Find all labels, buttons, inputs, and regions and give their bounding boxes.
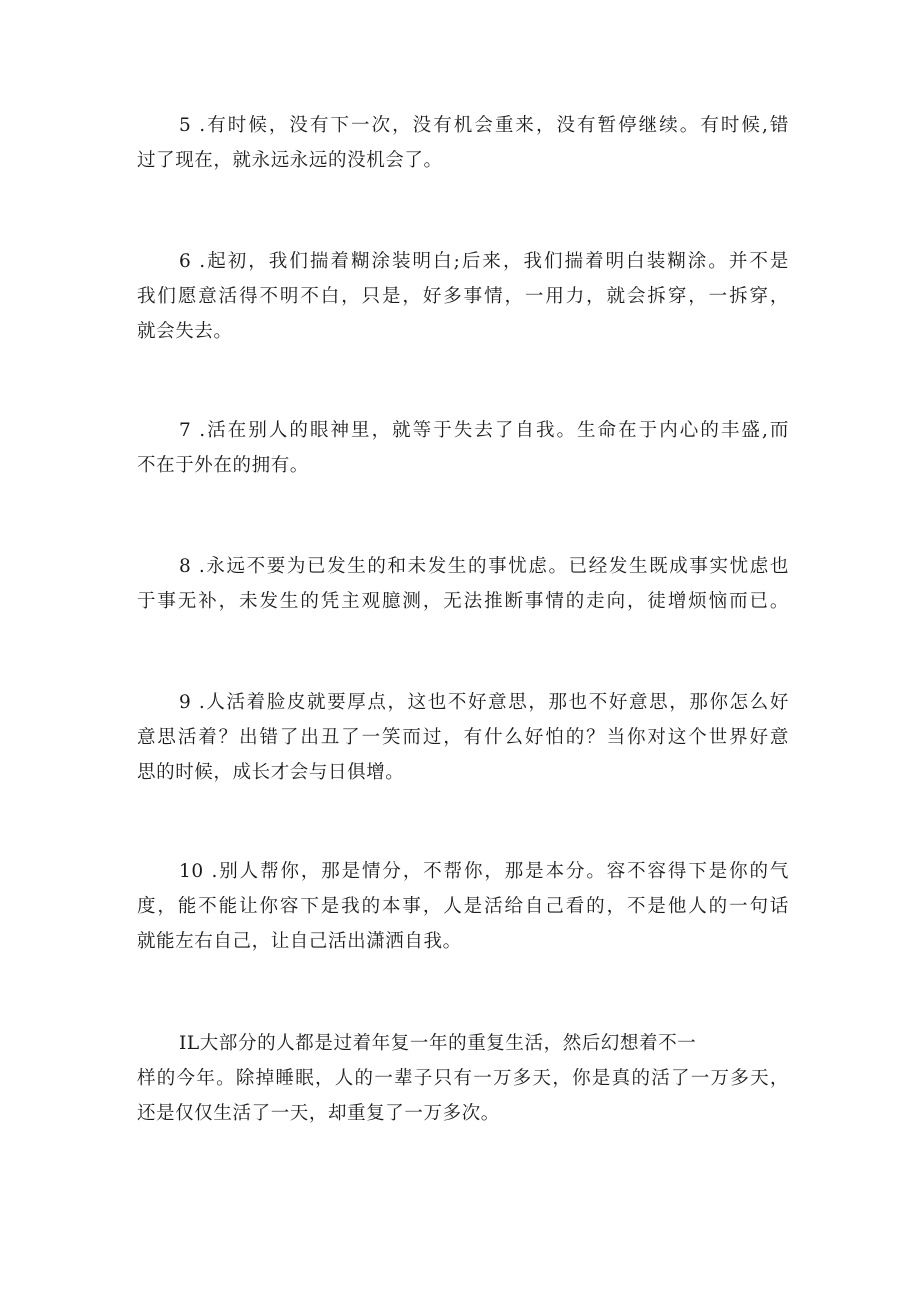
paragraph-line: IL大部分的人都是过着年复一年的重复生活，然后幻想着不一 <box>179 1033 697 1054</box>
paragraph-11 <box>137 1026 789 1131</box>
paragraph-7 <box>137 413 789 483</box>
paragraph-line: 样的今年。除掉睡眠，人的一辈子只有一万多天，你是真的活了一万多天， <box>137 1068 789 1089</box>
paragraph-9 <box>137 685 789 790</box>
paragraph-line: 意思活着？出错了出丑了一笑而过，有什么好怕的？当你对这个世界好意 <box>137 727 789 748</box>
paragraph-line: 我们愿意活得不明不白，只是，好多事情，一用力，就会拆穿，一拆穿， <box>137 286 789 307</box>
paragraph-line: 10 .别人帮你，那是情分，不帮你，那是本分。容不容得下是你的气 <box>179 861 789 882</box>
paragraph-line: 就会失去。 <box>137 321 233 342</box>
paragraph-line: 度，能不能让你容下是我的本事，人是活给自己看的，不是他人的一句话 <box>137 896 789 917</box>
paragraph-line: 就能左右自己，让自己活出潇洒自我。 <box>137 931 462 952</box>
paragraph-5 <box>137 108 789 178</box>
paragraph-10 <box>137 854 789 959</box>
paragraph-line: 思的时候，成长才会与日俱增。 <box>137 762 405 783</box>
paragraph-line: 不在于外在的拥有。 <box>137 455 309 476</box>
paragraph-6 <box>137 244 789 349</box>
paragraph-line: 9 .人活着脸皮就要厚点，这也不好意思，那也不好意思，那你怎么好 <box>179 692 789 713</box>
paragraph-8 <box>137 549 789 619</box>
paragraph-line: 8 .永远不要为已发生的和未发生的事忧虑。已经发生既成事实忧虑也 <box>179 556 789 577</box>
paragraph-line: 6 .起初，我们揣着糊涂装明白;后来，我们揣着明白装糊涂。并不是 <box>179 251 789 272</box>
paragraph-line: 还是仅仅生活了一天，却重复了一万多次。 <box>137 1103 500 1124</box>
paragraph-line: 5 .有时候，没有下一次，没有机会重来，没有暂停继续。有时候,错 <box>179 115 789 136</box>
paragraph-line: 过了现在，就永远永远的没机会了。 <box>137 150 443 171</box>
paragraph-line: 于事无补，未发生的凭主观臆测，无法推断事情的走向，徒增烦恼而已。 <box>137 591 789 612</box>
paragraph-line: 7 .活在别人的眼神里，就等于失去了自我。生命在于内心的丰盛,而 <box>179 420 789 441</box>
